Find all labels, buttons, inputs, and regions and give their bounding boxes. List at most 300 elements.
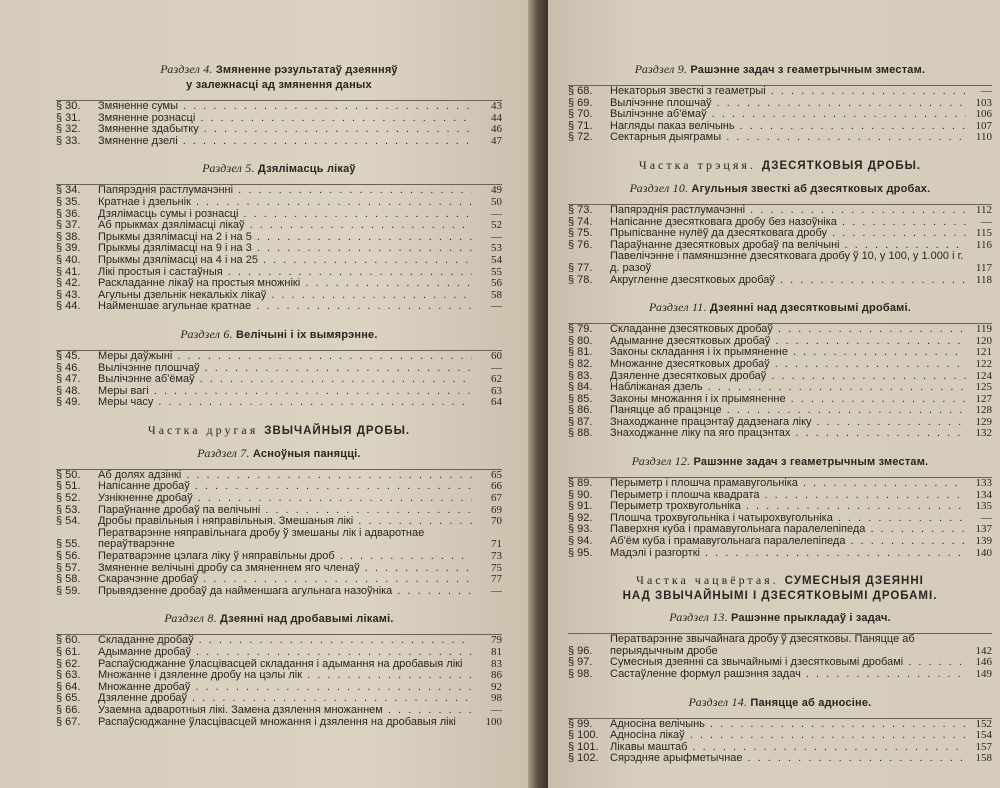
toc-entry xyxy=(568,251,992,274)
toc-entry xyxy=(56,528,502,551)
section-number: § 32. xyxy=(56,123,81,136)
section-label: Раздзел 4. xyxy=(160,62,213,76)
entry-title: Складанне дробаў . . . xyxy=(98,635,472,647)
section-number: § 52. xyxy=(56,492,81,505)
section-number: § 43. xyxy=(56,288,81,301)
toc-list xyxy=(56,100,502,147)
section-number: § 67. xyxy=(56,715,81,728)
section-number: § 86. xyxy=(568,404,593,417)
page-number: 75 xyxy=(491,561,502,574)
section-label: Раздзел 11. xyxy=(648,300,707,315)
section-label: Раздзел 5. xyxy=(202,161,255,176)
toc-entry xyxy=(568,513,992,525)
entry-title: Кратнае і дзельнік . . . xyxy=(98,197,472,209)
page-number: 66 xyxy=(491,480,502,493)
toc-entry xyxy=(568,657,992,669)
page-number: 70 xyxy=(491,515,502,528)
entry-title: Вылічэнне аб'ёмаў . . . xyxy=(98,374,472,386)
page-number: 65 xyxy=(491,468,502,481)
entry-title: Адыманне дзесятковых дробаў . . . xyxy=(610,336,966,348)
page-number: 135 xyxy=(975,500,992,513)
section-label: Раздзел 7. xyxy=(197,445,250,460)
page-number: 54 xyxy=(491,253,502,266)
section-number: § 85. xyxy=(568,392,593,405)
section-number: § 57. xyxy=(56,561,81,574)
toc-entry xyxy=(56,647,502,659)
toc-entry xyxy=(56,243,502,255)
entry-title: Змяненне дзелі . . . xyxy=(98,136,472,148)
page-number: 117 xyxy=(975,261,992,274)
entry-title: Множанне і дзяленне дробу на цэлы лік . . . xyxy=(98,670,472,682)
entry-title: Набліжаная дзель . . . xyxy=(610,382,966,394)
section-heading xyxy=(56,161,502,176)
section-number: § 64. xyxy=(56,680,81,693)
toc-entry xyxy=(56,386,502,398)
toc-list xyxy=(56,469,502,598)
entry-title: Сектарныя дыяграмы . . . xyxy=(610,132,966,144)
entry-title: Узаемна адваротныя лікі. Замена дзялення множаннем . . . xyxy=(98,705,472,717)
toc-entry xyxy=(56,101,502,113)
toc-entry xyxy=(568,417,992,429)
page-number: 133 xyxy=(975,477,992,490)
section-number: § 88. xyxy=(568,427,593,440)
page-number: 120 xyxy=(975,334,992,347)
toc-entry xyxy=(568,217,992,229)
part-heading xyxy=(56,423,502,438)
page-number: 152 xyxy=(975,717,992,730)
section-heading xyxy=(56,62,502,92)
entry-title: Паняцце аб працэнце . . . xyxy=(610,405,966,417)
entry-title: Параўнанне дзесятковых дробаў па велічыні . . . xyxy=(610,240,966,252)
section-number: § 87. xyxy=(568,415,593,428)
page-number: 81 xyxy=(491,646,502,658)
page-number: 106 xyxy=(975,108,992,121)
toc-entry xyxy=(568,359,992,371)
page-number: 56 xyxy=(491,277,502,290)
toc-entry xyxy=(56,693,502,705)
section-number: § 76. xyxy=(568,238,593,251)
entry-title: Аб'ём куба і прамавугольнага паралелепіпеда . . . xyxy=(610,536,966,548)
toc-entry xyxy=(568,742,992,754)
section-title: Паняцце аб адносіне. xyxy=(750,696,872,709)
entry-title: Вылічэнне аб'ёмаў . . . xyxy=(610,109,966,121)
entry-title: Адносіна велічынь . . . xyxy=(610,719,966,731)
section-label: Раздзел 9. xyxy=(634,62,688,76)
section-label: Раздзел 13. xyxy=(669,610,728,625)
page-number: 119 xyxy=(975,323,992,336)
toc-list xyxy=(568,204,992,286)
page-number: 157 xyxy=(975,740,992,753)
entry-title: Змяненне сумы . . . xyxy=(98,101,472,113)
page-number: 129 xyxy=(975,415,992,428)
toc-entry xyxy=(56,197,502,209)
toc-entry xyxy=(56,481,502,493)
page-number: 64 xyxy=(491,396,502,409)
toc-entry xyxy=(568,371,992,383)
page-number: 44 xyxy=(491,111,502,124)
toc-list xyxy=(56,350,502,409)
toc-entry xyxy=(568,394,992,406)
entry-title: Агульны дзельнік некалькіх лікаў . . . xyxy=(98,290,472,302)
section-title: Асноўныя паняцці. xyxy=(252,447,361,460)
toc-list xyxy=(568,323,992,440)
toc-entry xyxy=(56,301,502,313)
page-number: 132 xyxy=(975,427,992,440)
entry-title: Некаторыя звесткі з геаметрыі . . . xyxy=(610,86,966,98)
toc-entry xyxy=(56,717,502,729)
page-number: 58 xyxy=(491,288,502,301)
toc-entry xyxy=(568,275,992,287)
section-title: Змяненне рэзультатаў дзеянняў xyxy=(215,64,398,76)
entry-title: Адносіна лікаў . . . xyxy=(610,730,966,742)
toc-entry xyxy=(56,113,502,125)
page-number: — xyxy=(491,230,502,243)
toc-entry xyxy=(568,428,992,440)
book-gutter xyxy=(528,0,548,788)
entry-title: Дзяленне дробаў . . . xyxy=(98,693,472,705)
page-number: — xyxy=(491,361,502,374)
section-number: § 41. xyxy=(56,265,81,278)
part-title: СУМЕСНЫЯ ДЗЕЯННІ xyxy=(784,575,924,588)
entry-title: Найменшае агульнае кратнае . . . xyxy=(98,301,472,313)
entry-title: Аб прыкмах дзялімасці лікаў . . . xyxy=(98,220,472,232)
section-number: § 83. xyxy=(568,369,593,382)
section-heading xyxy=(568,181,992,196)
page-number: 118 xyxy=(975,273,992,286)
section-number: § 96. xyxy=(568,644,593,657)
page-number: 146 xyxy=(975,656,992,669)
page-number: 122 xyxy=(975,357,992,370)
toc-entry xyxy=(568,132,992,144)
page-number: 63 xyxy=(491,384,502,397)
toc-entry xyxy=(568,205,992,217)
entry-title: Ператварэнне цэлага ліку ў няправільны дроб . . . xyxy=(98,551,472,563)
entry-title: Распаўсюджанне ўласцівасцей складання і адымання на дробавыя лікі xyxy=(98,658,463,670)
entry-title: Законы складання і іх прымяненне . . . xyxy=(610,347,966,359)
entry-title: Складанне дзесятковых дробаў . . . xyxy=(610,324,966,336)
toc-list xyxy=(56,634,502,728)
section-number: § 78. xyxy=(568,273,593,286)
entry-title: Дзялімасць сумы і рознасці . . . xyxy=(98,209,472,221)
toc-entry xyxy=(56,493,502,505)
page-number: 77 xyxy=(491,573,502,586)
section-number: § 72. xyxy=(568,131,593,144)
entry-title: Лікі простыя і састаўныя . . . xyxy=(98,267,472,279)
section-number: § 62. xyxy=(56,657,81,670)
entry-title: Змяненне рознасці . . . xyxy=(98,113,472,125)
toc-entry xyxy=(568,719,992,731)
toc-list xyxy=(568,718,992,765)
page-number: — xyxy=(491,207,502,220)
toc-entry xyxy=(568,478,992,490)
page-number: 86 xyxy=(491,669,502,682)
section-heading xyxy=(568,454,992,469)
section-number: § 95. xyxy=(568,546,593,559)
section-number: § 33. xyxy=(56,134,81,147)
page-number: 50 xyxy=(491,195,502,208)
section-number: § 98. xyxy=(568,668,593,680)
section-number: § 79. xyxy=(568,323,593,336)
section-number: § 37. xyxy=(56,219,81,232)
entry-title: Распаўсюджанне ўласцівасцей множання і дзялення на дробавыя лікі xyxy=(98,716,456,728)
toc-entry xyxy=(56,124,502,136)
toc-entry xyxy=(56,516,502,528)
section-number: § 71. xyxy=(568,119,593,132)
part-title: ДЗЕСЯТКОВЫЯ ДРОБЫ. xyxy=(761,159,922,172)
entry-title: Дробы правільныя і няправільныя. Змешаныя лікі . . . xyxy=(98,516,472,528)
section-number: § 68. xyxy=(568,85,593,97)
right-page xyxy=(548,0,1000,788)
page-number: 53 xyxy=(491,242,502,255)
section-title: Дзеянні над дробавымі лікамі. xyxy=(219,613,394,626)
section-number: § 74. xyxy=(568,215,593,228)
toc-entry xyxy=(56,470,502,482)
section-number: § 51. xyxy=(56,480,81,493)
section-number: § 30. xyxy=(56,100,81,112)
section-number: § 84. xyxy=(568,381,593,394)
section-number: § 102. xyxy=(568,752,599,765)
section-number: § 101. xyxy=(568,740,599,753)
section-number: § 82. xyxy=(568,357,593,370)
page-number: 67 xyxy=(491,492,502,505)
toc-entry xyxy=(568,347,992,359)
entry-title: Сумесныя дзеянні са звычайнымі і дзесятковымі дробамі . . . xyxy=(610,657,966,669)
part-label: Частка другая xyxy=(147,422,259,437)
entry-title: Нагляды паказ велічынь . . . xyxy=(610,121,966,133)
page-number: 103 xyxy=(975,96,992,109)
section-number: § 77. xyxy=(568,261,593,274)
toc-entry xyxy=(56,682,502,694)
toc-entry xyxy=(56,267,502,279)
section-number: § 45. xyxy=(56,349,81,362)
section-label: Раздзел 6. xyxy=(180,326,233,341)
toc-entry xyxy=(56,351,502,363)
section-number: § 40. xyxy=(56,253,81,266)
entry-title: Перыметр трохвугольніка . . . xyxy=(610,501,966,513)
page-number: 110 xyxy=(975,131,992,144)
part-heading xyxy=(568,158,992,173)
entry-title: Знаходжанне працэнтаў дадзенага ліку . . . xyxy=(610,417,966,429)
section-number: § 100. xyxy=(568,729,599,742)
entry-title: Аб долях адзінкі . . . xyxy=(98,470,472,482)
page-number: 140 xyxy=(975,546,992,559)
toc-entry xyxy=(56,551,502,563)
page-number: 115 xyxy=(975,227,992,240)
entry-title: Сярэдняе арыфметычнае . . . xyxy=(610,753,966,765)
entry-title: Змяненне здабытку . . . xyxy=(98,124,472,136)
section-number: § 99. xyxy=(568,717,593,730)
entry-title: Знаходжанне ліку па яго працэнтах . . . xyxy=(610,428,966,440)
entry-title: Напісанне дзесятковага дробу без назоўніка . . . xyxy=(610,217,966,229)
page-number: 98 xyxy=(491,692,502,705)
toc-entry xyxy=(56,397,502,409)
section-title: Рашэнне задач з геаметрычным зместам. xyxy=(693,456,929,469)
toc-entry xyxy=(568,382,992,394)
section-number: § 44. xyxy=(56,300,81,313)
toc-entry xyxy=(568,524,992,536)
page-number: 158 xyxy=(975,752,992,765)
toc-entry xyxy=(56,209,502,221)
page-number: 52 xyxy=(491,219,502,232)
part-label: Частка чацвёртая. xyxy=(636,573,779,588)
entry-title: Ператварэнне звычайнага дробу ў дзесятковы. Паняцце аб перыядычным дробе xyxy=(610,634,915,657)
page-number: — xyxy=(981,511,992,524)
entry-title: Параўнанне дробаў па велічыні . . . xyxy=(98,505,472,517)
page-number: 137 xyxy=(975,523,992,536)
page-number: 92 xyxy=(491,680,502,693)
page-number: 139 xyxy=(975,535,992,548)
page-number: 127 xyxy=(975,392,992,405)
entry-title: Узнікненне дробаў . . . xyxy=(98,493,472,505)
part-title: ЗВЫЧАЙНЫЯ ДРОБЫ. xyxy=(264,424,411,437)
section-number: § 31. xyxy=(56,111,81,124)
section-title: Рашэнне прыкладаў і задач. xyxy=(731,612,891,625)
section-number: § 63. xyxy=(56,669,81,682)
entry-title: Змяненне велічыні дробу са змяненнем яго членаў . . . xyxy=(98,563,472,575)
toc-entry xyxy=(568,121,992,133)
toc-entry xyxy=(56,659,502,671)
page-number: 142 xyxy=(975,644,992,657)
section-number: § 55. xyxy=(56,538,81,551)
entry-title: Павелічэнне і памяншэнне дзесятковага дробу ў 10, у 100, у 1.000 і г. д. разоў xyxy=(610,251,964,274)
section-title: Дзеянні над дзесятковымі дробамі. xyxy=(709,302,912,315)
page-number: 128 xyxy=(975,404,992,417)
entry-title: Меры даўжыні . . . xyxy=(98,351,472,363)
section-number: § 34. xyxy=(56,184,81,197)
page-number: 149 xyxy=(975,668,992,680)
entry-title: Перыметр і плошча прамавугольніка . . . xyxy=(610,478,966,490)
section-number: § 73. xyxy=(568,203,593,216)
section-number: § 36. xyxy=(56,207,81,220)
entry-title: Ператварэнне няправільнага дробу ў змешаны лік і адваротнае пераўтварэнне xyxy=(98,527,425,551)
toc-entry xyxy=(56,290,502,302)
section-label: Раздзел 8. xyxy=(164,611,217,626)
page-number: 116 xyxy=(975,238,992,251)
page-number: 71 xyxy=(491,538,502,551)
section-number: § 42. xyxy=(56,277,81,290)
section-heading xyxy=(568,62,992,77)
toc-entry xyxy=(56,635,502,647)
toc-entry xyxy=(56,563,502,575)
page-number: 79 xyxy=(491,634,502,647)
page-number: 49 xyxy=(491,184,502,197)
page-number: 83 xyxy=(491,657,502,670)
entry-title: Множанне дзесятковых дробаў . . . xyxy=(610,359,966,371)
toc-entry xyxy=(568,669,992,681)
section-number: § 35. xyxy=(56,195,81,208)
section-number: § 75. xyxy=(568,227,593,240)
section-number: § 91. xyxy=(568,500,593,513)
toc-entry xyxy=(56,705,502,717)
part-label: Частка трэцяя. xyxy=(638,157,756,172)
section-number: § 80. xyxy=(568,334,593,347)
toc-list xyxy=(568,477,992,559)
entry-title: Напісанне дробаў . . . xyxy=(98,481,472,493)
page-number: 100 xyxy=(485,715,502,728)
entry-title: Перыметр і плошча квадрата . . . xyxy=(610,490,966,502)
page-number: 107 xyxy=(975,119,992,132)
section-number: § 81. xyxy=(568,346,593,359)
section-number: § 89. xyxy=(568,477,593,490)
section-title: Рашэнне задач з геаметрычным зместам. xyxy=(690,64,926,76)
entry-title: Вылічэнне плошчаў . . . xyxy=(610,98,966,110)
toc-entry xyxy=(56,574,502,586)
section-label: Раздзел 10. xyxy=(629,180,689,195)
toc-entry xyxy=(568,98,992,110)
page-number: 124 xyxy=(975,369,992,382)
entry-title: Множанне дробаў . . . xyxy=(98,682,472,694)
toc-entry xyxy=(568,536,992,548)
entry-title: Вылічэнне плошчаў . . . xyxy=(98,363,472,375)
toc-entry xyxy=(568,336,992,348)
toc-entry xyxy=(56,363,502,375)
part-heading xyxy=(568,573,992,602)
toc-entry xyxy=(568,86,992,98)
section-number: § 61. xyxy=(56,646,81,658)
page-number: 154 xyxy=(975,729,992,742)
entry-title: Прыкмы дзялімасці на 2 і на 5 . . . xyxy=(98,232,472,244)
toc-list xyxy=(56,184,502,313)
toc-entry xyxy=(56,185,502,197)
entry-title: Папярэднія растлумачэнні . . . xyxy=(98,185,472,197)
page-number: 47 xyxy=(491,134,502,147)
page-number: 43 xyxy=(491,100,502,112)
toc-entry xyxy=(568,405,992,417)
toc-entry xyxy=(568,501,992,513)
toc-list xyxy=(568,633,992,680)
section-number: § 50. xyxy=(56,468,81,481)
page-number: 55 xyxy=(491,265,502,278)
section-number: § 66. xyxy=(56,703,81,716)
section-title: Велічыні і іх вымярэнне. xyxy=(236,328,378,341)
toc-entry xyxy=(568,324,992,336)
section-title-line2: у залежнасці ад змянення даных xyxy=(186,79,372,91)
section-title: Дзялімасць лікаў xyxy=(257,163,356,176)
page-number: — xyxy=(491,584,502,597)
toc-list xyxy=(568,85,992,144)
page-number: — xyxy=(491,703,502,716)
section-heading xyxy=(56,327,502,342)
page-number: 60 xyxy=(491,349,502,362)
section-number: § 54. xyxy=(56,515,81,528)
entry-title: Скарачэнне дробаў . . . xyxy=(98,574,472,586)
toc-entry xyxy=(568,634,992,657)
part-title-line2: НАД ЗВЫЧАЙНЫМІ І ДЗЕСЯТКОВЫМІ ДРОБАМІ. xyxy=(622,590,938,603)
section-label: Раздзел 14. xyxy=(688,694,748,709)
toc-entry xyxy=(56,136,502,148)
section-number: § 56. xyxy=(56,550,81,563)
section-number: § 92. xyxy=(568,511,593,524)
toc-entry xyxy=(568,730,992,742)
section-number: § 47. xyxy=(56,373,81,386)
page-number: — xyxy=(491,300,502,313)
section-number: § 65. xyxy=(56,692,81,705)
toc-entry xyxy=(568,753,992,765)
page-number: 112 xyxy=(975,203,992,216)
page-number: 69 xyxy=(491,503,502,516)
toc-entry xyxy=(568,240,992,252)
section-heading xyxy=(568,610,992,625)
toc-entry xyxy=(568,228,992,240)
section-number: § 97. xyxy=(568,656,593,669)
toc-entry xyxy=(56,670,502,682)
toc-entry xyxy=(56,255,502,267)
section-number: § 48. xyxy=(56,384,81,397)
entry-title: Паверхня куба і прамавугольнага паралелепіпеда . . . xyxy=(610,524,966,536)
toc-entry xyxy=(56,374,502,386)
entry-title: Папярэднія растлумачэнні . . . xyxy=(610,205,966,217)
entry-title: Прыкмы дзялімасці на 9 і на 3 . . . xyxy=(98,243,472,255)
